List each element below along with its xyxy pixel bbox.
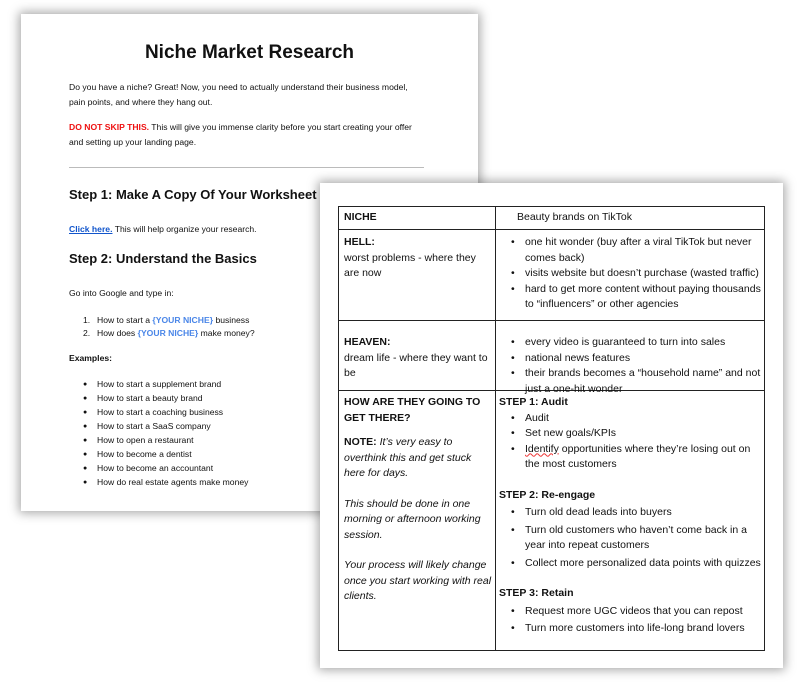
worksheet-table: [338, 206, 765, 651]
bullet-icon: ●: [83, 465, 88, 472]
example-text: How do real estate agents make money: [97, 477, 249, 487]
worksheet-line: [69, 223, 257, 236]
bullet-icon: ●: [83, 395, 88, 402]
examples-list: [83, 378, 248, 490]
list-item: • Set new goals/KPIs: [505, 426, 763, 442]
example-text: How to start a beauty brand: [97, 393, 203, 403]
example-text: How to become a dentist: [97, 449, 192, 459]
bullet-icon: ●: [83, 451, 88, 458]
intro-line: pain points, and where they hang out.: [69, 97, 213, 107]
hell-cell: [344, 235, 492, 282]
google-instruction: Go into Google and type in:: [69, 288, 174, 298]
note-bold: NOTE:: [344, 436, 377, 448]
heaven-cell: [344, 335, 492, 382]
niche-placeholder: {YOUR NICHE}: [137, 328, 199, 338]
list-item: • Request more UGC videos that you can repost: [505, 604, 763, 620]
list-item: • Collect more personalized data points with quizzes: [505, 556, 763, 572]
bullet-icon: ●: [83, 423, 88, 430]
note-paragraph: This should be done in one morning or afternoon working session.: [344, 497, 481, 541]
list-item: [83, 420, 248, 434]
heaven-list: [505, 335, 763, 397]
example-text: How to start a supplement brand: [97, 379, 222, 389]
list-item: • hard to get more content without paying thousands to “influencers” or other agencies: [505, 282, 763, 313]
heaven-description: dream life - where they want to be: [344, 351, 488, 379]
list-item: • Turn more customers into life-long brand lovers: [505, 621, 763, 637]
list-item: • visits website but doesn’t purchase (wasted traffic): [505, 266, 763, 282]
list-item: [83, 406, 248, 420]
hell-list: [505, 235, 763, 313]
list-item: [83, 378, 248, 392]
step2-heading: Step 2: Understand the Basics: [69, 251, 257, 266]
divider: [69, 167, 424, 168]
niche-label: NICHE: [344, 211, 377, 223]
hell-description: worst problems - where they are now: [344, 251, 476, 279]
list-item: [505, 442, 763, 473]
query-text: How does: [97, 328, 138, 338]
list-item: • Audit: [505, 411, 763, 427]
example-text: How to open a restaurant: [97, 435, 194, 445]
list-item-text: opportunities where they’re losing out on the most customers: [525, 442, 751, 470]
note-paragraph: Your process will likely change once you start working with real clients.: [344, 559, 492, 602]
steps-cell: [499, 395, 763, 637]
query-text: business: [213, 315, 250, 325]
examples-label: Examples:: [69, 353, 112, 363]
query-text: How to start a: [97, 315, 153, 325]
bullet-icon: ●: [83, 409, 88, 416]
how-cell: [344, 395, 492, 605]
list-number: 1.: [83, 315, 91, 325]
worksheet-page: [320, 183, 783, 668]
example-text: How to start a coaching business: [97, 407, 224, 417]
list-item: [83, 314, 255, 327]
example-text: How to start a SaaS company: [97, 421, 211, 431]
bullet-icon: ●: [83, 437, 88, 444]
bullet-icon: ●: [83, 479, 88, 486]
list-item: • Turn old customers who haven’t come back in a year into repeat customers: [505, 523, 763, 554]
list-item: [83, 476, 248, 490]
bullet-icon: ●: [83, 381, 88, 388]
list-item: [83, 434, 248, 448]
spellcheck-word: Identify: [525, 442, 559, 455]
step1-heading: Step 1: Make A Copy Of Your Worksheet: [69, 187, 317, 202]
hell-label: HELL:: [344, 236, 375, 248]
search-query-list: [83, 314, 255, 340]
example-text: How to become an accountant: [97, 463, 214, 473]
list-item: • every video is guaranteed to turn into sales: [505, 335, 763, 351]
list-item: • one hit wonder (buy after a viral TikTok but never comes back): [505, 235, 763, 266]
query-text: make money?: [198, 328, 255, 338]
step-heading: STEP 3: Retain: [499, 587, 574, 599]
warning-text: and setting up your landing page.: [69, 137, 197, 147]
intro-paragraph: [69, 80, 439, 110]
niche-value: Beauty brands on TikTok: [517, 211, 632, 223]
niche-placeholder: {YOUR NICHE}: [152, 315, 214, 325]
column-divider: [495, 207, 496, 650]
page-title: Niche Market Research: [144, 42, 355, 63]
list-item: [83, 392, 248, 406]
step-heading: STEP 1: Audit: [499, 396, 568, 408]
list-item: [83, 462, 248, 476]
list-number: 2.: [83, 328, 91, 338]
note-paragraph: [344, 435, 492, 482]
list-item: • their brands becomes a “household name” and not just a one-hit wonder: [505, 366, 763, 397]
click-here-rest: This will help organize your research.: [112, 224, 257, 234]
list-item: • national news features: [505, 351, 763, 367]
click-here-link[interactable]: Click here.: [69, 224, 113, 234]
note-text: It’s very easy to overthink this and get stuck here for days.: [344, 436, 472, 479]
intro-line: Do you have a niche? Great! Now, you need to actually understand their business model,: [69, 82, 408, 92]
list-item: [83, 448, 248, 462]
step-heading: STEP 2: Re-engage: [499, 488, 596, 501]
row-divider: [339, 229, 764, 230]
how-label: HOW ARE THEY GOING TO GET THERE?: [344, 396, 481, 424]
warning-text: This will give you immense clarity before you start creating your offer: [149, 122, 412, 132]
row-divider: [339, 320, 764, 321]
list-item: • Turn old dead leads into buyers: [505, 505, 763, 521]
warning-paragraph: [69, 120, 439, 150]
warning-bold: DO NOT SKIP THIS.: [69, 122, 150, 132]
heaven-label: HEAVEN:: [344, 336, 391, 348]
list-item: [83, 327, 255, 340]
